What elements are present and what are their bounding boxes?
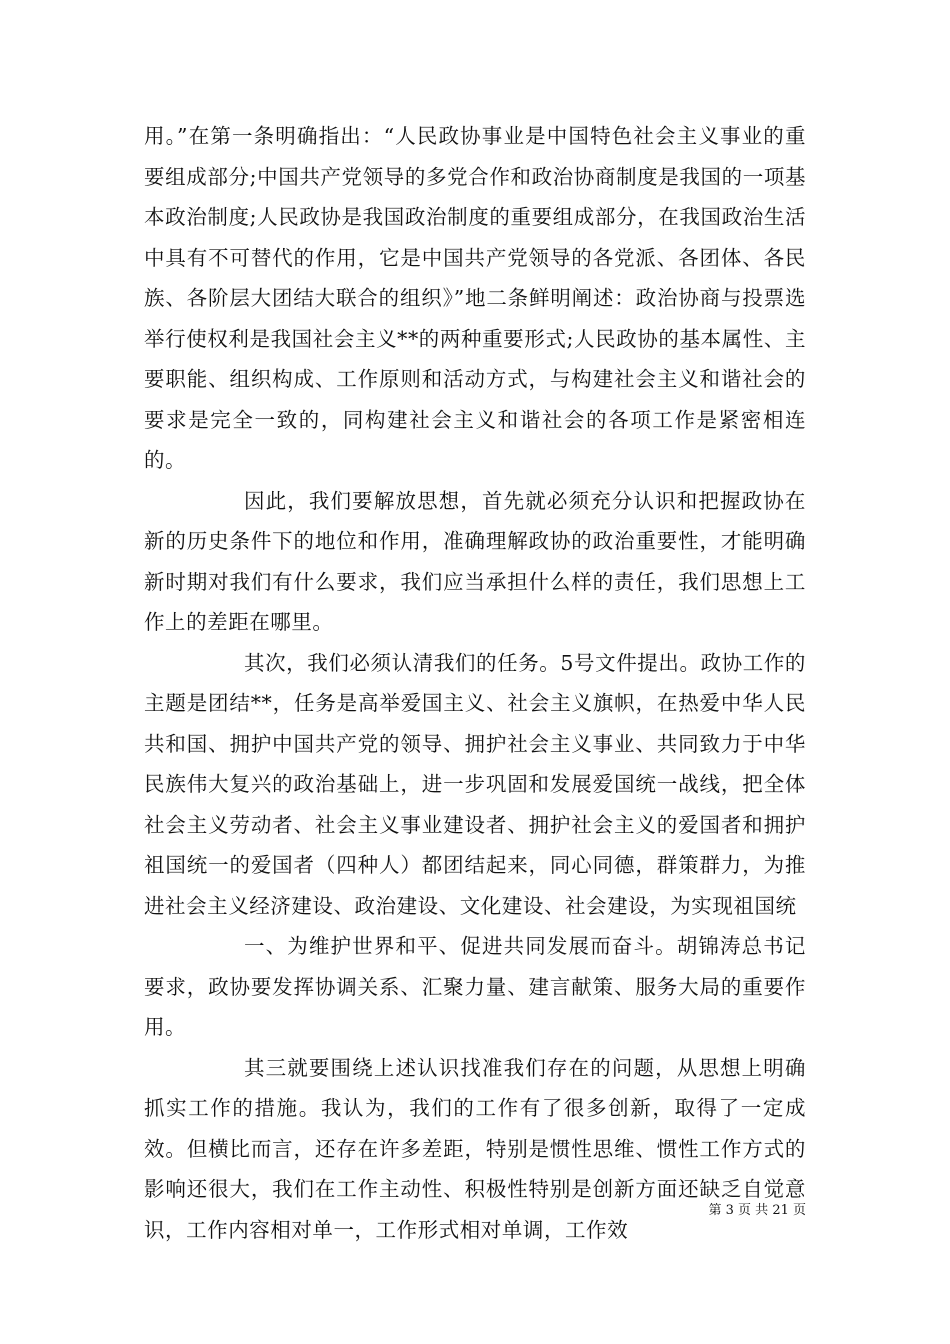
- paragraph-1: 用。”在第一条明确指出：“人民政协事业是中国特色社会主义事业的重要组成部分;中国共产党领导的多党合作和政治协商制度是我国的一项基本政治制度;人民政协是我国政治制度的重要组成部分，在我国政治生活中具有不可替代的作用，它是中国共产党领导的各党派、各团体、各民族、各阶层大团结大联合的组织》”地二条鲜明阐述：政治协商与投票选举行使权利是我国社会主义**的两种重要形式;人民政协的基本属性、主要职能、组织构成、工作原则和活动方式，与构建社会主义和谐社会的要求是完全一致的，同构建社会主义和谐社会的各项工作是紧密相连的。: [144, 124, 806, 472]
- paragraph-4: 一、为维护世界和平、促进共同发展而奋斗。胡锦涛总书记要求，政协要发挥协调关系、汇聚力量、建言献策、服务大局的重要作用。: [144, 934, 806, 1039]
- page-number-footer: 第 3 页 共 21 页: [708, 1203, 806, 1218]
- paragraph-3: 其次，我们必须认清我们的任务。5号文件提出。政协工作的主题是团结**，任务是高举爱国主义、社会主义旗帜，在热爱中华人民共和国、拥护中国共产党的领导、拥护社会主义事业、共同致力于中华民族伟大复兴的政治基础上，进一步巩固和发展爱国统一战线，把全体社会主义劳动者、社会主义事业建设者、拥护社会主义的爱国者和拥护祖国统一的爱国者（四种人）都团结起来，同心同德，群策群力，为推进社会主义经济建设、政治建设、文化建设、社会建设，为实现祖国统: [144, 650, 806, 918]
- paragraph-5: 其三就要围绕上述认识找准我们存在的问题，从思想上明确抓实工作的措施。我认为，我们的工作有了很多创新，取得了一定成效。但横比而言，还存在许多差距，特别是惯性思维、惯性工作方式的影响还很大，我们在工作主动性、积极性特别是创新方面还缺乏自觉意识，工作内容相对单一，工作形式相对单调，工作效: [144, 1055, 806, 1242]
- body-text: [144, 116, 806, 1250]
- paragraph-2: 因此，我们要解放思想，首先就必须充分认识和把握政协在新的历史条件下的地位和作用，准确理解政协的政治重要性，才能明确新时期对我们有什么要求，我们应当承担什么样的责任，我们思想上工作上的差距在哪里。: [144, 488, 806, 634]
